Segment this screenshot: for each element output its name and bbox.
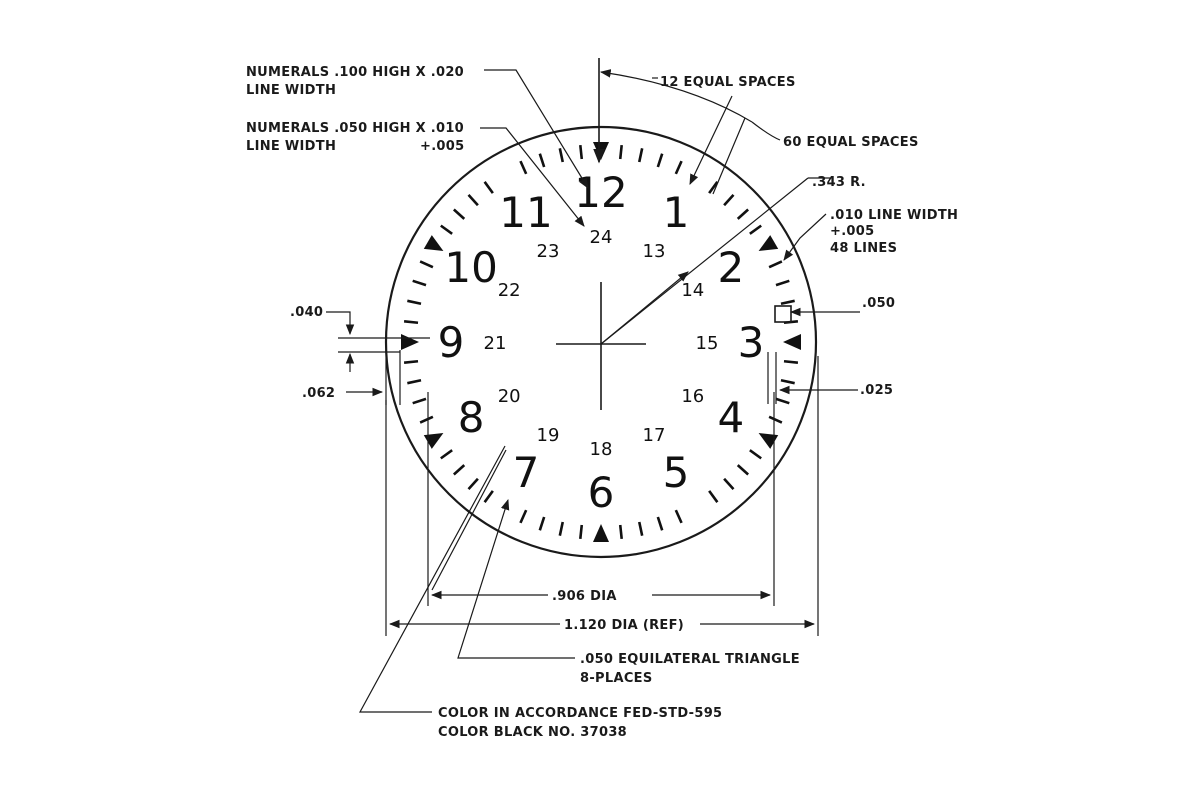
triangle-marker — [783, 334, 801, 350]
outer-numeral: 2 — [717, 243, 745, 292]
minute-tick — [454, 465, 464, 474]
outer-numeral: 10 — [444, 243, 498, 292]
minute-tick — [520, 161, 526, 174]
minute-tick — [738, 465, 748, 474]
minute-tick — [776, 399, 789, 403]
minute-tick — [676, 510, 682, 523]
minute-tick — [540, 517, 544, 530]
leader-line-width — [784, 214, 826, 260]
inner-numeral: 17 — [642, 424, 666, 446]
note-triangle-1: .050 EQUILATERAL TRIANGLE — [580, 652, 800, 667]
minute-tick — [724, 195, 733, 205]
minute-tick — [407, 301, 421, 304]
minute-tick — [485, 491, 493, 502]
note-dia-906: .906 DIA — [552, 589, 617, 604]
minute-tick — [658, 517, 662, 530]
triangle-marker — [593, 524, 609, 542]
minute-tick — [709, 491, 717, 502]
minute-tick — [781, 301, 795, 304]
inner-numeral: 19 — [536, 424, 560, 446]
inner-numeral: 21 — [483, 333, 507, 354]
note-numerals-small-1: NUMERALS .050 HIGH X .010 — [246, 121, 465, 136]
inner-numeral: 14 — [681, 280, 705, 301]
minute-tick — [404, 361, 418, 362]
leader-60-spaces — [713, 118, 745, 194]
outer-numeral: 3 — [737, 318, 765, 367]
note-numerals-small-2: LINE WIDTH — [246, 139, 337, 154]
outer-numeral: 8 — [457, 393, 485, 442]
arc-60-equal-spaces — [752, 122, 780, 140]
dim-040-leader — [326, 312, 350, 334]
minute-tick — [580, 145, 581, 159]
minute-tick — [658, 154, 662, 167]
minute-tick — [784, 361, 798, 362]
note-dim-040: .040 — [290, 305, 324, 320]
minute-tick — [750, 226, 761, 234]
triangle-marker — [401, 334, 419, 350]
inner-numeral: 23 — [536, 241, 560, 263]
minute-tick — [769, 417, 782, 423]
note-dim-025: .025 — [860, 383, 894, 398]
outer-numeral: 9 — [437, 318, 465, 367]
minute-tick — [560, 148, 563, 162]
note-12-equal-spaces: 12 EQUAL SPACES — [660, 75, 796, 90]
minute-tick — [454, 210, 464, 219]
inner-numeral: 18 — [589, 439, 613, 460]
note-dim-050: .050 — [862, 296, 896, 311]
minute-tick — [639, 148, 642, 162]
minute-tick — [413, 399, 426, 403]
inner-numeral: 22 — [497, 280, 521, 301]
outer-numeral: 6 — [587, 468, 615, 517]
minute-tick — [520, 510, 526, 523]
note-triangle-2: 8-PLACES — [580, 671, 653, 686]
minute-tick — [441, 226, 452, 234]
minute-tick — [485, 182, 493, 193]
inner-numeral: 16 — [681, 386, 705, 407]
minute-tick — [407, 380, 421, 383]
minute-tick — [469, 195, 478, 205]
outer-numeral: 12 — [574, 168, 628, 217]
note-radius: .343 R. — [812, 175, 866, 190]
minute-tick — [580, 525, 581, 539]
minute-tick — [620, 145, 621, 159]
note-line-count: 48 LINES — [830, 241, 898, 256]
minute-tick — [469, 479, 478, 489]
outer-numeral: 7 — [512, 447, 540, 497]
note-color-1: COLOR IN ACCORDANCE FED-STD-595 — [438, 706, 723, 721]
triangle-marker — [593, 142, 609, 160]
minute-tick — [620, 525, 621, 539]
note-60-equal-spaces: 60 EQUAL SPACES — [783, 135, 919, 150]
outer-numeral: 1 — [662, 188, 690, 238]
outer-numeral: 5 — [662, 447, 690, 497]
minute-tick — [769, 261, 782, 267]
triangle-marker — [759, 433, 779, 449]
note-numerals-large-1: NUMERALS .100 HIGH X .020 — [246, 65, 465, 80]
minute-tick — [413, 281, 426, 285]
triangle-marker — [424, 235, 444, 251]
minute-tick — [420, 261, 433, 267]
note-dia-1120: 1.120 DIA (REF) — [564, 618, 685, 633]
note-numerals-small-tol: +.005 — [420, 139, 465, 154]
minute-tick — [676, 161, 682, 174]
triangle-marker — [424, 433, 444, 449]
minute-tick — [738, 210, 748, 219]
inner-numeral: 20 — [497, 386, 521, 407]
note-dim-062: .062 — [302, 386, 336, 401]
inner-numeral: 24 — [589, 227, 613, 248]
minute-tick — [560, 522, 563, 536]
minute-tick — [441, 450, 452, 458]
radius-arrow — [601, 272, 688, 344]
leader-12-spaces — [690, 96, 732, 184]
inner-numeral: 13 — [642, 241, 666, 263]
minute-tick — [540, 154, 544, 167]
note-color-2: COLOR BLACK NO. 37038 — [438, 725, 628, 740]
square-050 — [775, 306, 791, 322]
minute-tick — [420, 417, 433, 423]
inner-numeral: 15 — [695, 333, 719, 354]
minute-tick — [639, 522, 642, 536]
note-line-width-tol: +.005 — [830, 224, 875, 239]
note-numerals-large-2: LINE WIDTH — [246, 83, 337, 98]
minute-tick — [750, 450, 761, 458]
minute-tick — [404, 321, 418, 322]
minute-tick — [781, 380, 795, 383]
outer-numeral: 11 — [499, 188, 553, 238]
radius-leader — [601, 178, 808, 344]
outer-numeral: 4 — [717, 393, 745, 442]
minute-tick — [776, 281, 789, 285]
note-line-width: .010 LINE WIDTH — [830, 208, 959, 223]
leader-triangle — [458, 500, 575, 658]
minute-tick — [724, 479, 733, 489]
triangle-marker — [759, 235, 779, 251]
